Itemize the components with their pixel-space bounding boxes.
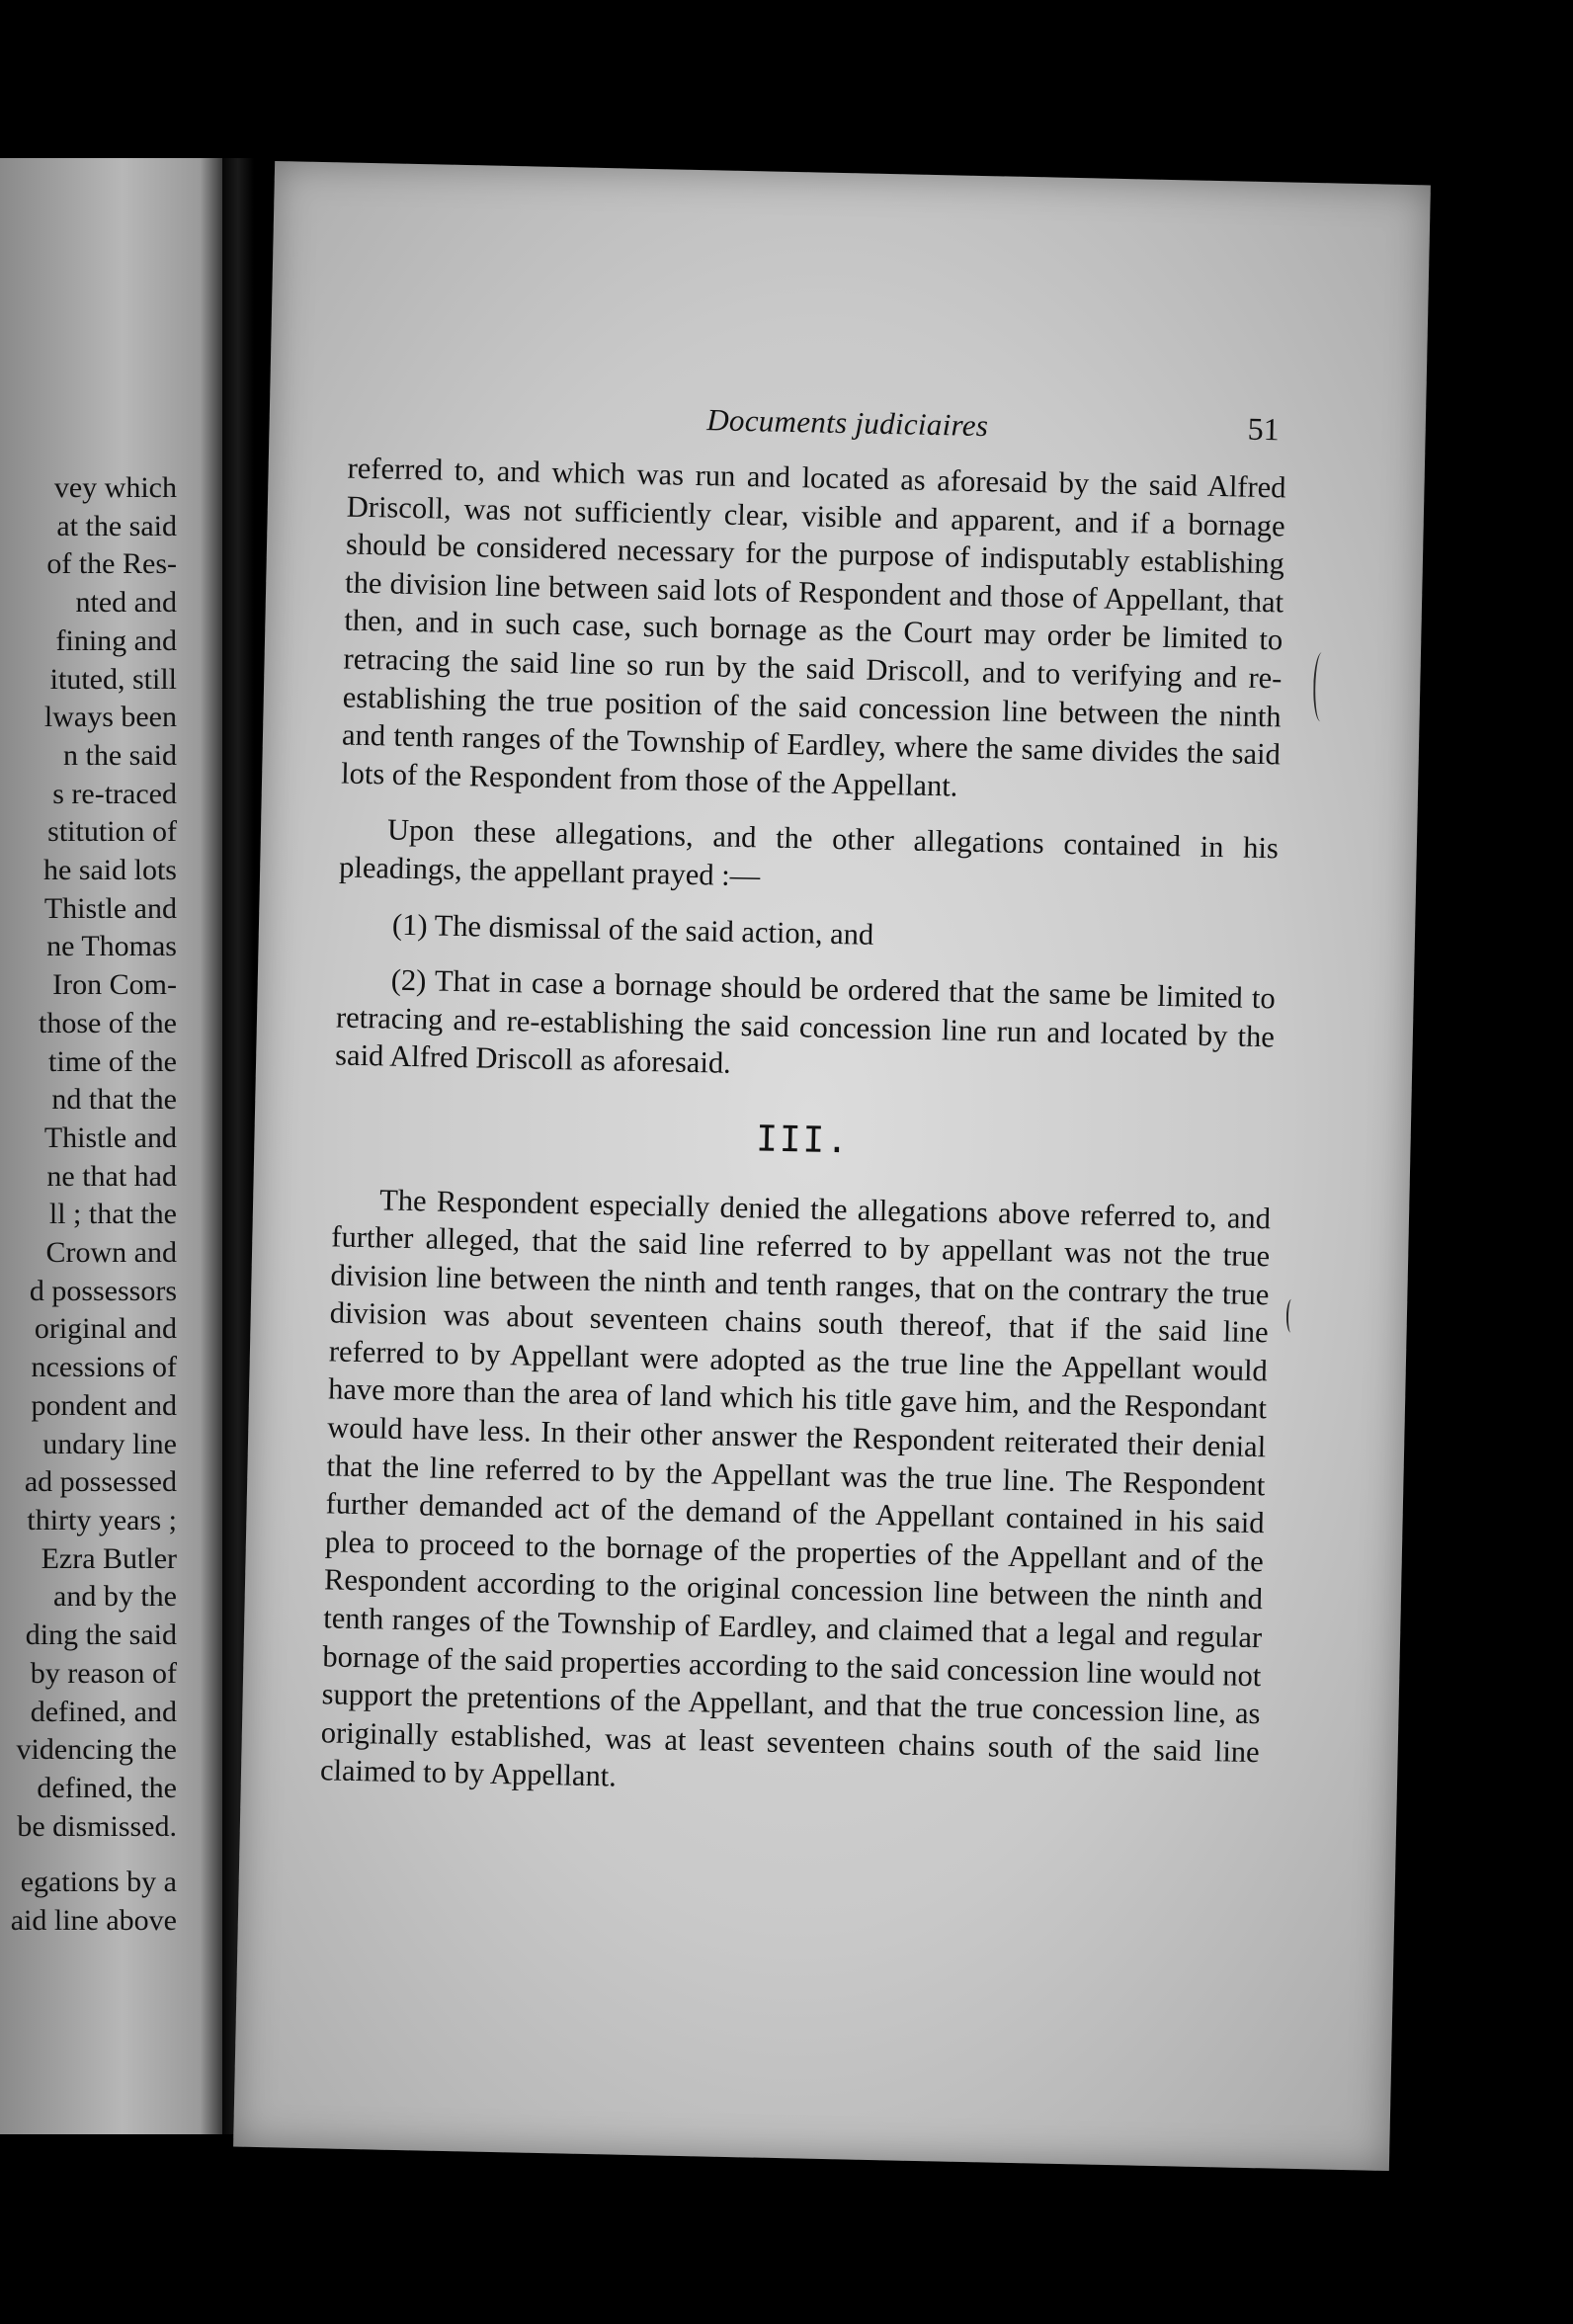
previous-page-line: ad possessed xyxy=(24,1465,177,1499)
paragraph: The Respondent especially denied the allegations above referred to, and further alleged, that the said line referred to by appellant was not the true division line between the ninth and tenth ranges, that on the contrary the true division was about seventeen chains south thereof, that if the said line referred to by Appellant were adopted as the true line the Appellant would have more than the area of land which his title gave him, and the Respondant would have less. In their other answer the Respondent reiterated their denial that the line referred to by the Appellant was the true line. The Respondent further demanded act of the demand of the Appellant contained in his said plea to proceed to the bornage of the properties of the Appellant and of the Respondent according to the original concession line between the ninth and tenth ranges of the Township of Eardley, and claimed that a legal and regular bornage of the said properties according to the said concession line would not support the pretentions of the Appellant, and that the true concession line, as originally established, was at least seventeen chains south of the said line claimed to by Appellant. xyxy=(319,1182,1272,1793)
previous-page-line: ituted, still xyxy=(49,662,177,696)
previous-page-line: ll ; that the xyxy=(48,1198,177,1231)
previous-page-line: ne that had xyxy=(46,1159,177,1193)
previous-page-line: s re-traced xyxy=(52,777,177,810)
previous-page-line: pondent and xyxy=(31,1388,177,1422)
previous-page-line: n the said xyxy=(63,738,177,772)
previous-page-line: lways been xyxy=(43,701,177,734)
previous-page-line: Thistle and xyxy=(43,891,177,925)
previous-page-line: fining and xyxy=(55,623,177,657)
margin-pencil-mark xyxy=(1286,1299,1297,1333)
paragraph: referred to, and which was run and located as aforesaid by the said Alfred Driscoll, was not sufficiently clear, visible and apparent, and if a bornage should be considered necessary for the purpose of indisputably establishing the division line between said lots of Respondent and those of Appellant, that then, and in such case, such bornage as the Court may order be limited to retracing the said line so run by the said Driscoll, and to verifying and re-establishing the true position of the said concession line between the ninth and tenth ranges of the Township of Eardley, where the same divides the said lots of the Respondent from those of the Appellant. xyxy=(340,451,1286,803)
previous-page-line: original and xyxy=(34,1312,177,1346)
page-number: 51 xyxy=(1247,410,1281,448)
previous-page-line: ne Thomas xyxy=(46,930,177,963)
margin-pencil-mark xyxy=(1313,652,1330,721)
previous-page-line: at the said xyxy=(56,509,177,542)
body-text xyxy=(320,450,1286,1810)
previous-page-line: of the Res- xyxy=(46,547,177,581)
previous-page-line: be dismissed. xyxy=(17,1809,177,1843)
previous-page-line: egations by a xyxy=(20,1866,177,1899)
previous-page-line: d possessors xyxy=(29,1274,177,1307)
previous-page-line: nted and xyxy=(75,586,177,620)
previous-page-line: he said lots xyxy=(43,854,177,887)
previous-page-line: those of the xyxy=(39,1006,177,1039)
previous-page-line: Crown and xyxy=(45,1236,177,1270)
previous-page-line: undary line xyxy=(42,1427,177,1460)
previous-page-line: stitution of xyxy=(47,815,177,849)
previous-page-line: and by the xyxy=(53,1580,177,1614)
previous-page-line: Iron Com- xyxy=(52,968,177,1002)
previous-page-line: thirty years ; xyxy=(27,1503,177,1536)
previous-page-line: ding the said xyxy=(25,1618,177,1652)
previous-page-line: by reason of xyxy=(30,1656,177,1690)
prayer-item: (2) That in case a bornage should be ordered that the same be limited to retracing and re-establishing the said concession line run and located by the said Alfred Driscoll as aforesaid. xyxy=(334,962,1277,1081)
previous-page-line: Ezra Butler xyxy=(41,1541,177,1575)
previous-page-line: ncessions of xyxy=(31,1351,177,1384)
previous-page-line: Thistle and xyxy=(43,1120,177,1154)
running-head: Documents judiciaires xyxy=(705,402,989,444)
current-page xyxy=(233,161,1431,2171)
previous-page-line: time of the xyxy=(48,1044,177,1078)
previous-page-line: vey which xyxy=(53,471,177,504)
previous-page-line: videncing the xyxy=(16,1733,177,1767)
prayer-item: (1) The dismissal of the said action, and xyxy=(391,907,874,952)
previous-page-line: defined, the xyxy=(37,1771,177,1804)
previous-page-text xyxy=(11,469,177,1941)
previous-page xyxy=(0,158,222,2134)
paragraph: Upon these allegations, and the other allegations contained in his pleadings, the appellant prayed :— xyxy=(338,812,1280,893)
previous-page-line: defined, and xyxy=(30,1695,177,1728)
section-heading: III. xyxy=(755,1119,851,1162)
previous-page-line: aid line above xyxy=(10,1904,177,1938)
previous-page-line: nd that the xyxy=(51,1083,177,1117)
